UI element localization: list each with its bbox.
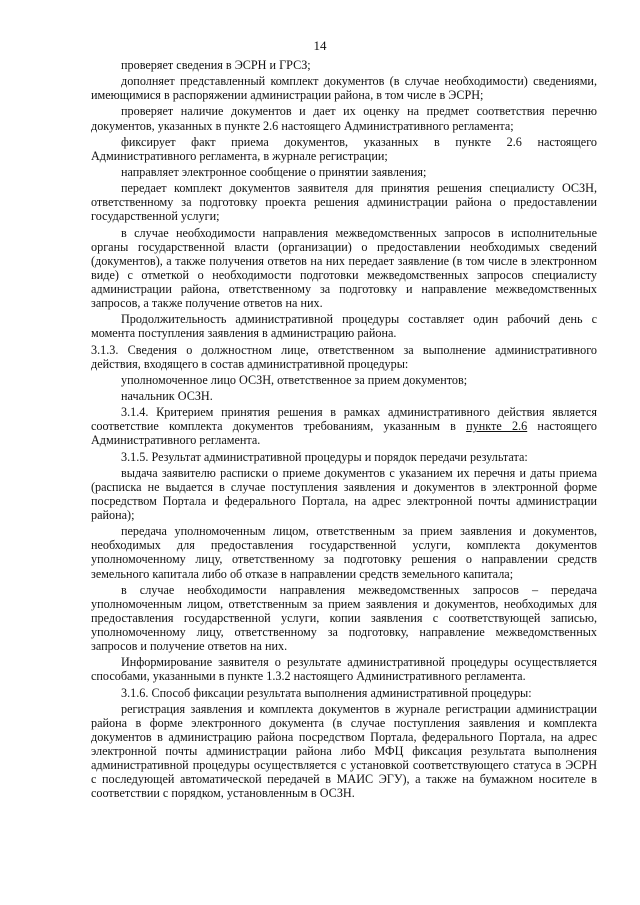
paragraph: проверяет наличие документов и дает их оценку на предмет соответствия перечню документов, указанных в пункте 2.6 настоящего Административного регламента; bbox=[91, 104, 597, 133]
paragraph: фиксирует факт приема документов, указанных в пункте 2.6 настоящего Административного регламента, в журнале регистрации; bbox=[91, 134, 597, 163]
paragraph: передача уполномоченным лицом, ответственным за прием заявления и документов, необходимых для предоставления государственной услуги, комплекта документов уполномоченному лицу, ответственному за подготовку решения о направлении средств земельного капитала либо об отказе в направлении средств земельного капитала; bbox=[91, 524, 597, 581]
page-number: 14 bbox=[313, 38, 327, 53]
paragraph: в случае необходимости направления межведомственных запросов в исполнительные органы государственной власти (организации) о предоставлении необходимых сведений (документов), а также получения ответов на них передает заявление (в том числе в электронном виде) с отметкой о необходимости подготовки межведомственных запросов специалисту администрации района, ответственному за подготовку и направление межведомственных запросов, а также получение ответов на них. bbox=[91, 225, 597, 311]
paragraph: Информирование заявителя о результате административной процедуры осуществляется способами, указанными в пункте 1.3.2 настоящего Административного регламента. bbox=[91, 655, 597, 684]
paragraph: дополняет представленный комплект документов (в случае необходимости) сведениями, имеющимися в распоряжении администрации района, в том числе в ЭСРН; bbox=[91, 74, 597, 103]
paragraph: 3.1.6. Способ фиксации результата выполнения административной процедуры: bbox=[121, 685, 532, 700]
paragraph: уполномоченное лицо ОСЗН, ответственное за прием документов; bbox=[121, 372, 468, 387]
paragraph: передает комплект документов заявителя для принятия решения специалисту ОСЗН, ответственному за подготовку проекта решения администрации района о предоставлении государственной услуги; bbox=[91, 181, 597, 224]
paragraph: начальник ОСЗН. bbox=[121, 389, 213, 403]
paragraph: в случае необходимости направления межведомственных запросов – передача уполномоченным лицом, ответственным за прием заявления и документов, необходимых для предоставления государственной услуги, копии заявления с соответствующей записью, уполномоченному лицу, ответственному за подготовку, направление межведомственных запросов и получение ответов на них. bbox=[91, 582, 597, 654]
document-body bbox=[91, 58, 597, 802]
paragraph: направляет электронное сообщение о принятии заявления; bbox=[121, 165, 427, 180]
paragraph: Продолжительность административной процедуры составляет один рабочий день с момента поступления заявления в администрацию района. bbox=[91, 312, 597, 341]
paragraph-text: 3.1.4. Критерием принятия решения в рамках административного действия является соответствие комплекта документов требованиям, указанным в bbox=[91, 405, 597, 434]
paragraph bbox=[91, 405, 597, 447]
paragraph: проверяет сведения в ЭСРН и ГРСЗ; bbox=[121, 58, 311, 72]
paragraph: 3.1.5. Результат административной процедуры и порядок передачи результата: bbox=[121, 449, 528, 464]
paragraph: 3.1.3. Сведения о должностном лице, ответственном за выполнение административного действия, входящего в состав административной процедуры: bbox=[91, 342, 597, 371]
paragraph: регистрация заявления и комплекта документов в журнале регистрации администрации района в форме электронного документа (в случае поступления заявления и комплекта документов в администрацию района посредством Портала, федерального Портала, на адрес электронной почты администрации района либо МФЦ фиксация результата выполнения административной процедуры осуществляется с установкой соответствующего статуса в ЭСРН с последующей автоматической передачей в МАИС ЭГУ), а также на бумажном носителе в соответствии с порядком, установленным в ОСЗН. bbox=[91, 701, 597, 801]
paragraph-text: настоящего Административного регламента. bbox=[91, 419, 597, 448]
paragraph: выдача заявителю расписки о приеме документов с указанием их перечня и даты приема (расписка не выдается в случае поступления заявления и документов в электронной форме посредством Портала и федерального Портала, на адрес электронной почты администрации района); bbox=[91, 465, 597, 523]
regulation-link[interactable]: пункте 2.6 bbox=[466, 419, 528, 434]
